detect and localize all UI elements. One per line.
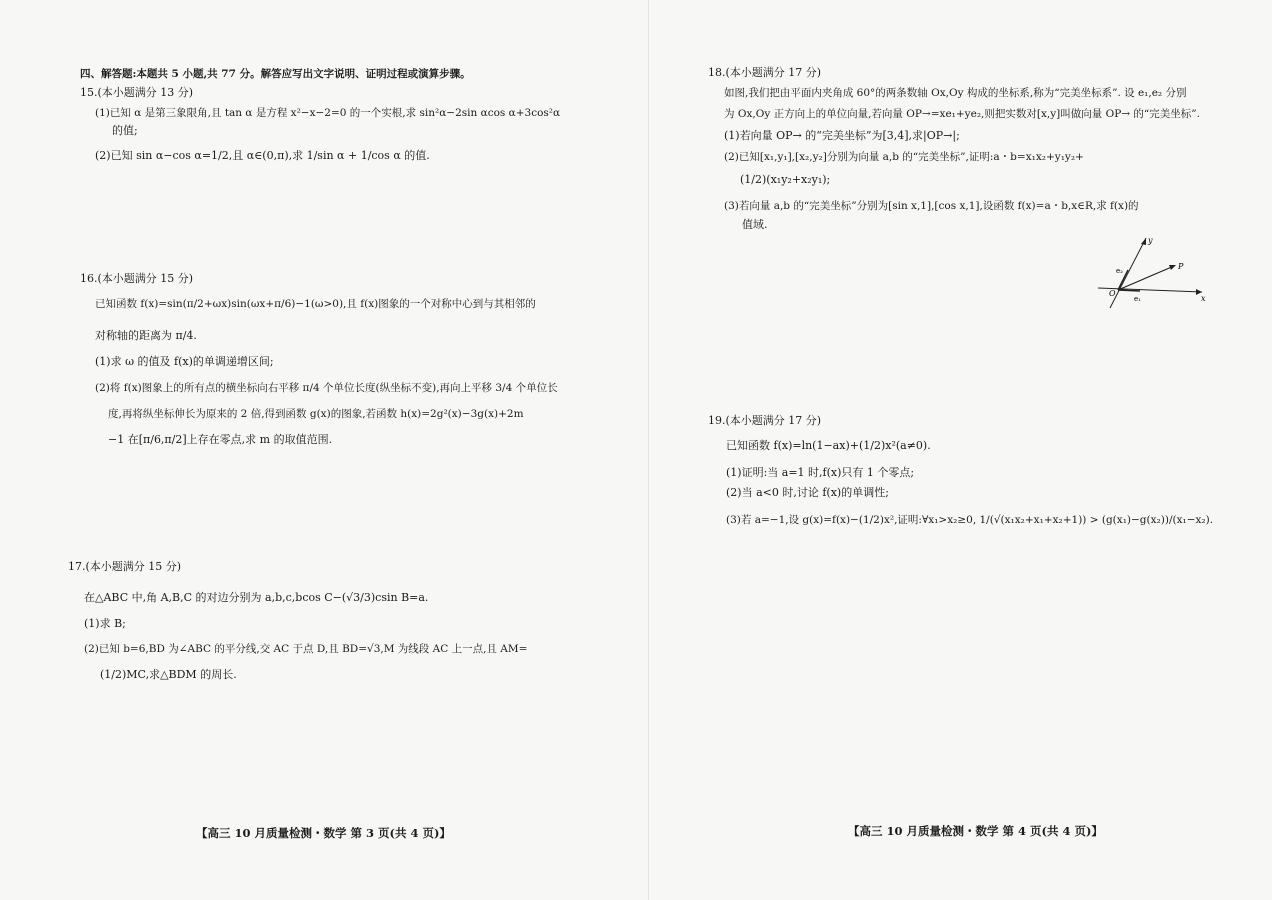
q19-part3: (3)若 a=−1,设 g(x)=f(x)−(1/2)x²,证明:∀x₁>x₂≥0, 1/(√(x₁x₂+x₁+x₂+1)) > (g(x₁)−g(x₂))/(x₁−x₂). [726, 514, 1214, 526]
label-o: O [1109, 289, 1116, 298]
right-page-footer: 【高三 10 月质量检测・数学 第 4 页(共 4 页)】 [848, 824, 1103, 838]
q17-part2-line1: (2)已知 b=6,BD 为∠ABC 的平分线,交 AC 于点 D,且 BD=√3,M 为线段 AC 上一点,且 AM= [84, 643, 528, 655]
label-x: x [1201, 294, 1206, 303]
section-header: 四、解答题:本题共 5 小题,共 77 分。解答应写出文字说明、证明过程或演算步骤。 [80, 68, 471, 80]
vector-op-line [1118, 266, 1174, 290]
q17-title: 17.(本小题满分 15 分) [68, 560, 182, 573]
q18-part2-line2: (1/2)(x₁y₂+x₂y₁); [740, 173, 831, 186]
q16-line1: 已知函数 f(x)=sin(π/2+ωx)sin(ωx+π/6)−1(ω>0),且 f(x)图象的一个对称中心到与其相邻的 [95, 298, 536, 310]
vector-op-arrow [1169, 265, 1176, 270]
q16-part1: (1)求 ω 的值及 f(x)的单调递增区间; [95, 355, 274, 368]
q18-part2-line1: (2)已知[x₁,y₁],[x₂,y₂]分别为向量 a,b 的“完美坐标”,证明:a・b=x₁x₂+y₁y₂+ [724, 151, 1084, 163]
q16-part2-line1: (2)将 f(x)图象上的所有点的横坐标向右平移 π/4 个单位长度(纵坐标不变),再向上平移 3/4 个单位长 [95, 382, 558, 394]
label-e2: e₂ [1116, 267, 1123, 275]
q15-part2: (2)已知 sin α−cos α=1/2,且 α∈(0,π),求 1/sin α + 1/cos α 的值. [95, 149, 430, 162]
q16-part2-line3: −1 在[π/6,π/2]上存在零点,求 m 的取值范围. [108, 433, 333, 446]
label-p: P [1178, 262, 1184, 271]
y-axis-arrow [1141, 238, 1146, 245]
q18-line1: 如图,我们把由平面内夹角成 60°的两条数轴 Ox,Oy 构成的坐标系,称为“完美坐标系”. 设 e₁,e₂ 分别 [724, 87, 1187, 99]
q16-title: 16.(本小题满分 15 分) [80, 272, 194, 285]
e1-vector-line [1118, 290, 1140, 291]
q18-part1: (1)若向量 OP→ 的“完美坐标”为[3,4],求|OP→|; [724, 129, 960, 142]
q16-line2: 对称轴的距离为 π/4. [95, 329, 197, 342]
label-y: y [1148, 236, 1153, 245]
q15-part1-line2: 的值; [112, 124, 138, 137]
right-page [636, 0, 1272, 900]
q19-part2: (2)当 a<0 时,讨论 f(x)的单调性; [726, 486, 889, 499]
q19-line1: 已知函数 f(x)=ln(1−ax)+(1/2)x²(a≠0). [726, 439, 931, 452]
q15-part1-line1: (1)已知 α 是第三象限角,且 tan α 是方程 x²−x−2=0 的一个实根,求 sin²α−2sin αcos α+3cos²α [95, 107, 561, 119]
q17-part1: (1)求 B; [84, 617, 126, 630]
q16-part2-line2: 度,再将纵坐标伸长为原来的 2 倍,得到函数 g(x)的图象,若函数 h(x)=2g²(x)−3g(x)+2m [108, 408, 524, 420]
perfect-coordinate-diagram [1098, 232, 1208, 312]
left-page-footer: 【高三 10 月质量检测・数学 第 3 页(共 4 页)】 [196, 826, 451, 840]
q17-line1: 在△ABC 中,角 A,B,C 的对边分别为 a,b,c,bcos C−(√3/3)csin B=a. [84, 591, 429, 604]
q18-part3-line2: 值域. [742, 218, 768, 231]
q15-title: 15.(本小题满分 13 分) [80, 86, 194, 99]
q17-part2-line2: (1/2)MC,求△BDM 的周长. [100, 668, 237, 681]
q18-title: 18.(本小题满分 17 分) [708, 66, 822, 79]
q19-title: 19.(本小题满分 17 分) [708, 414, 822, 427]
q19-part1: (1)证明:当 a=1 时,f(x)只有 1 个零点; [726, 466, 915, 479]
q18-line2: 为 Ox,Oy 正方向上的单位向量,若向量 OP→=xe₁+ye₂,则把实数对[x,y]叫做向量 OP→ 的“完美坐标”. [724, 108, 1200, 120]
label-e1: e₁ [1134, 295, 1141, 303]
q18-part3-line1: (3)若向量 a,b 的“完美坐标”分别为[sin x,1],[cos x,1],设函数 f(x)=a・b,x∈R,求 f(x)的 [724, 200, 1139, 212]
